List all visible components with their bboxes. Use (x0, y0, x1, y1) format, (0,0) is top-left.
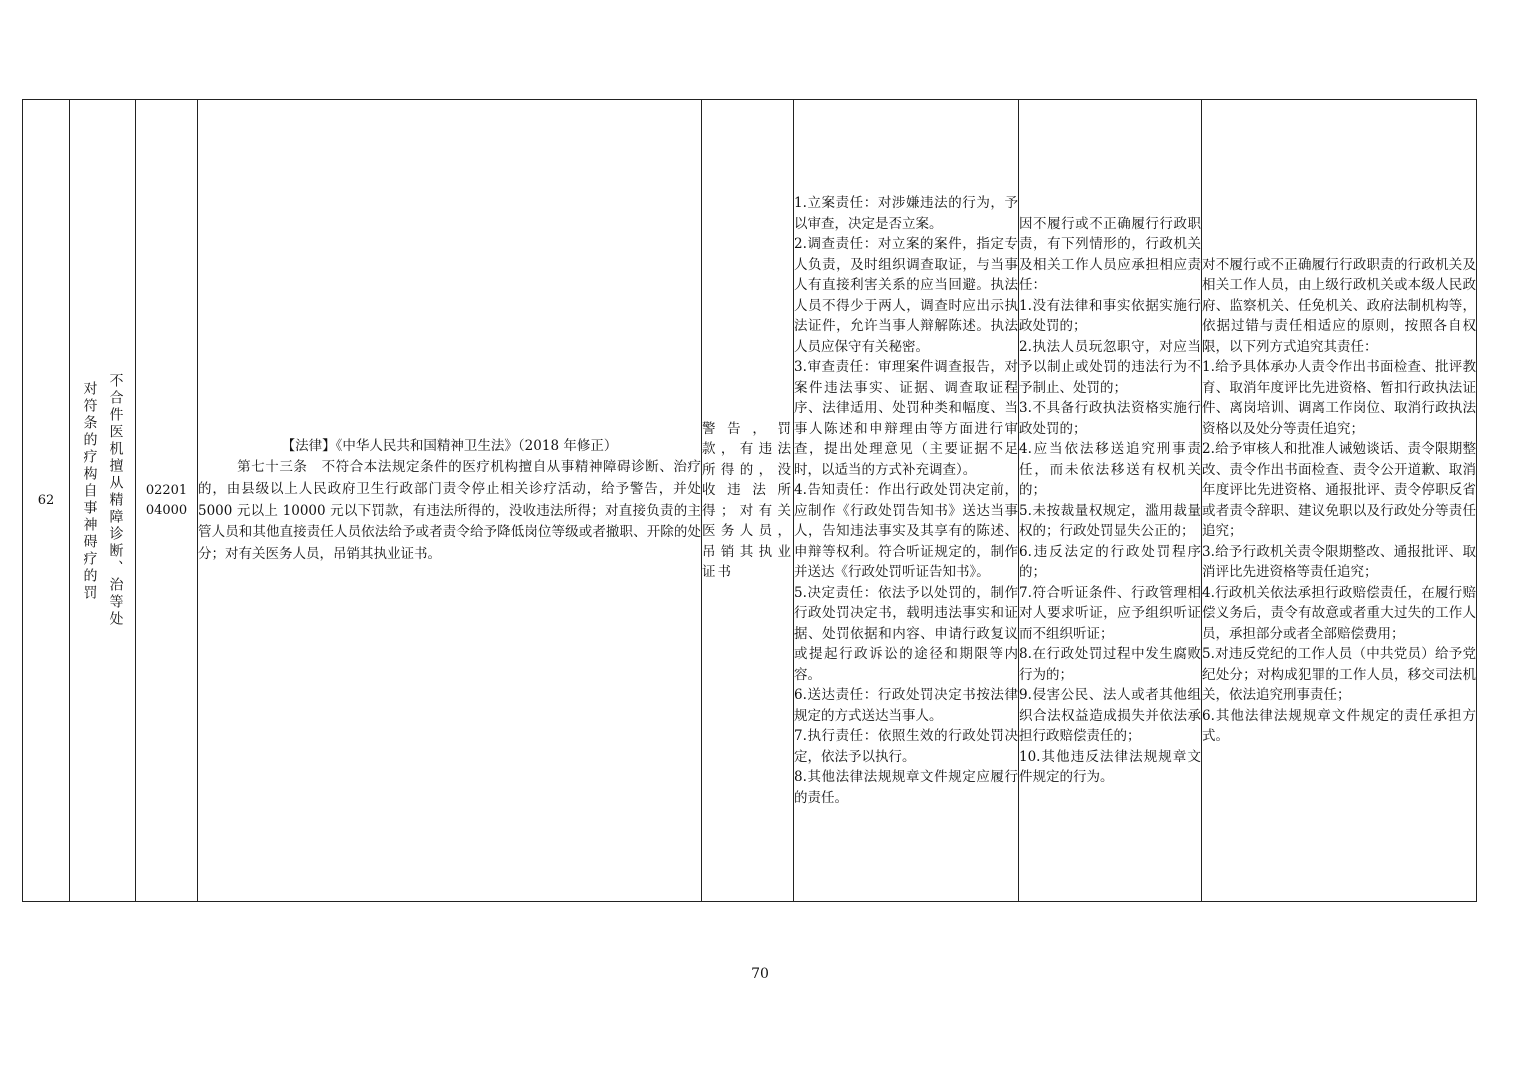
duty-item: 4.告知责任：作出行政处罚决定前，应制作《行政处罚告知书》送达当事人，告知违法事实及其享有的陈述、申辩等权利。符合听证规定的，制作并送达《行政处罚听证告知书》。 (794, 482, 1018, 580)
accountability-item: 6.其他法律法规规章文件规定的责任承担方式。 (1202, 707, 1476, 744)
failure-item: 3.不具备行政执法资格实施行政处罚的； (1019, 400, 1201, 437)
legal-basis-cell (198, 100, 702, 902)
duties-cell (794, 100, 1019, 902)
duty-item: 6.送达责任：行政处罚决定书按法律规定的方式送达当事人。 (794, 687, 1018, 724)
legal-basis-text: 第七十三条 不符合本法规定条件的医疗机构擅自从事精神障碍诊断、治疗的，由县级以上人民政府卫生行政部门责令停止相关诊疗活动，给予警告，并处 5000 元以上 10000 元以下罚款，有违法所得的，没收违法所得；对直接负责的主管人员和其他直接责任人员依法给予或者责令给予降低岗位等级或者撤职、开除的处分；对有关医务人员，吊销其执业证书。 (198, 459, 701, 562)
failure-item: 10.其他违反法律法规规章文件规定的行为。 (1019, 748, 1201, 785)
failure-item: 2.执法人员玩忽职守，对应当予以制止或处罚的违法行为不予制止、处罚的； (1019, 338, 1201, 396)
item-code-line1: 02201 (145, 482, 188, 498)
failure-item: 6.违反法定的行政处罚程序的； (1019, 543, 1201, 580)
page-number: 70 (751, 966, 769, 982)
failure-item: 9.侵害公民、法人或者其他组织合法权益造成损失并依法承担行政赔偿责任的； (1019, 687, 1201, 744)
accountability-item: 5.对违反党纪的工作人员（中共党员）给予党纪处分；对构成犯罪的工作人员，移交司法机关，依法追究刑事责任； (1202, 646, 1476, 703)
legal-basis-title: 【法律】《中华人民共和国精神卫生法》（2018 年修正） (281, 437, 618, 454)
failure-item: 因不履行或不正确履行行政职责，有下列情形的，行政机关及相关工作人员应承担相应责任： (1019, 215, 1201, 293)
duty-item: 7.执行责任：依照生效的行政处罚决定，依法予以执行。 (794, 728, 1018, 765)
failure-item: 1.没有法律和事实依据实施行政处罚的； (1019, 297, 1201, 334)
item-name-left-column: 对符条的疗构自事神碍疗的罚 (81, 381, 98, 602)
responsibility-table (22, 99, 1477, 902)
duty-item: 5.决定责任：依法予以处罚的，制作行政处罚决定书，载明违法事实和证据、处罚依据和内容、申请行政复议或提起行政诉讼的途径和期限等内容。 (794, 584, 1018, 683)
accountability-item: 3.给予行政机关责令限期整改、通报批评、取消评比先进资格等责任追究； (1202, 543, 1476, 580)
accountability-item: 1.给予具体承办人责令作出书面检查、批评教育、取消年度评比先进资格、暂扣行政执法证件、离岗培训、调离工作岗位、取消行政执法资格以及处分等责任追究； (1202, 359, 1476, 437)
table-row (23, 100, 1477, 902)
failure-item: 8.在行政处罚过程中发生腐败行为的； (1019, 646, 1201, 683)
failure-item: 7.符合听证条件、行政管理相对人要求听证，应予组织听证而不组织听证； (1019, 584, 1201, 642)
row-number: 62 (23, 100, 70, 902)
penalty-cell: 警告，罚款，有违法所得的，没收违法所得；对有关医务人员，吊销其执业证书 (702, 100, 794, 902)
item-code-line2: 04000 (145, 502, 188, 518)
accountability-item: 2.给予审核人和批准人诫勉谈话、责令限期整改、责令作出书面检查、责令公开道歉、取消年度评比先进资格、通报批评、责令停职反省或者责令辞职、建议免职以及行政处分等责任追究； (1202, 441, 1476, 539)
duty-item: 3.审查责任：审理案件调查报告，对案件违法事实、证据、调查取证程序、法律适用、处罚种类和幅度、当事人陈述和申辩理由等方面进行审查，提出处理意见（主要证据不足时，以适当的方式补充调查）。 (794, 359, 1018, 478)
failure-cases-cell (1019, 100, 1202, 902)
item-code-cell (136, 100, 198, 902)
item-name-cell (70, 100, 136, 902)
duty-item: 1.立案责任：对涉嫌违法的行为，予以审查，决定是否立案。 (794, 195, 1018, 232)
failure-item: 5.未按裁量权规定，滥用裁量权的；行政处罚显失公正的； (1019, 502, 1201, 539)
duty-item: 2.调查责任：对立案的案件，指定专人负责，及时组织调查取证，与当事人有直接利害关系的应当回避。执法人员不得少于两人，调查时应出示执法证件，允许当事人辩解陈述。执法人员应保守有关秘密。 (794, 236, 1018, 355)
failure-item: 4.应当依法移送追究刑事责任，而未依法移送有权机关的； (1019, 441, 1201, 498)
item-name-right-column: 不合件医机擅从精障诊断、治等处 (107, 373, 124, 628)
accountability-cell (1202, 100, 1477, 902)
duty-item: 8.其他法律法规规章文件规定应履行的责任。 (794, 769, 1018, 806)
accountability-item: 4.行政机关依法承担行政赔偿责任，在履行赔偿义务后，责令有故意或者重大过失的工作人员，承担部分或者全部赔偿费用； (1202, 584, 1476, 642)
accountability-item: 对不履行或不正确履行行政职责的行政机关及相关工作人员，由上级行政机关或本级人民政府、监察机关、任免机关、政府法制机构等，依据过错与责任相适应的原则，按照各自权限，以下列方式追究其责任： (1202, 256, 1476, 355)
